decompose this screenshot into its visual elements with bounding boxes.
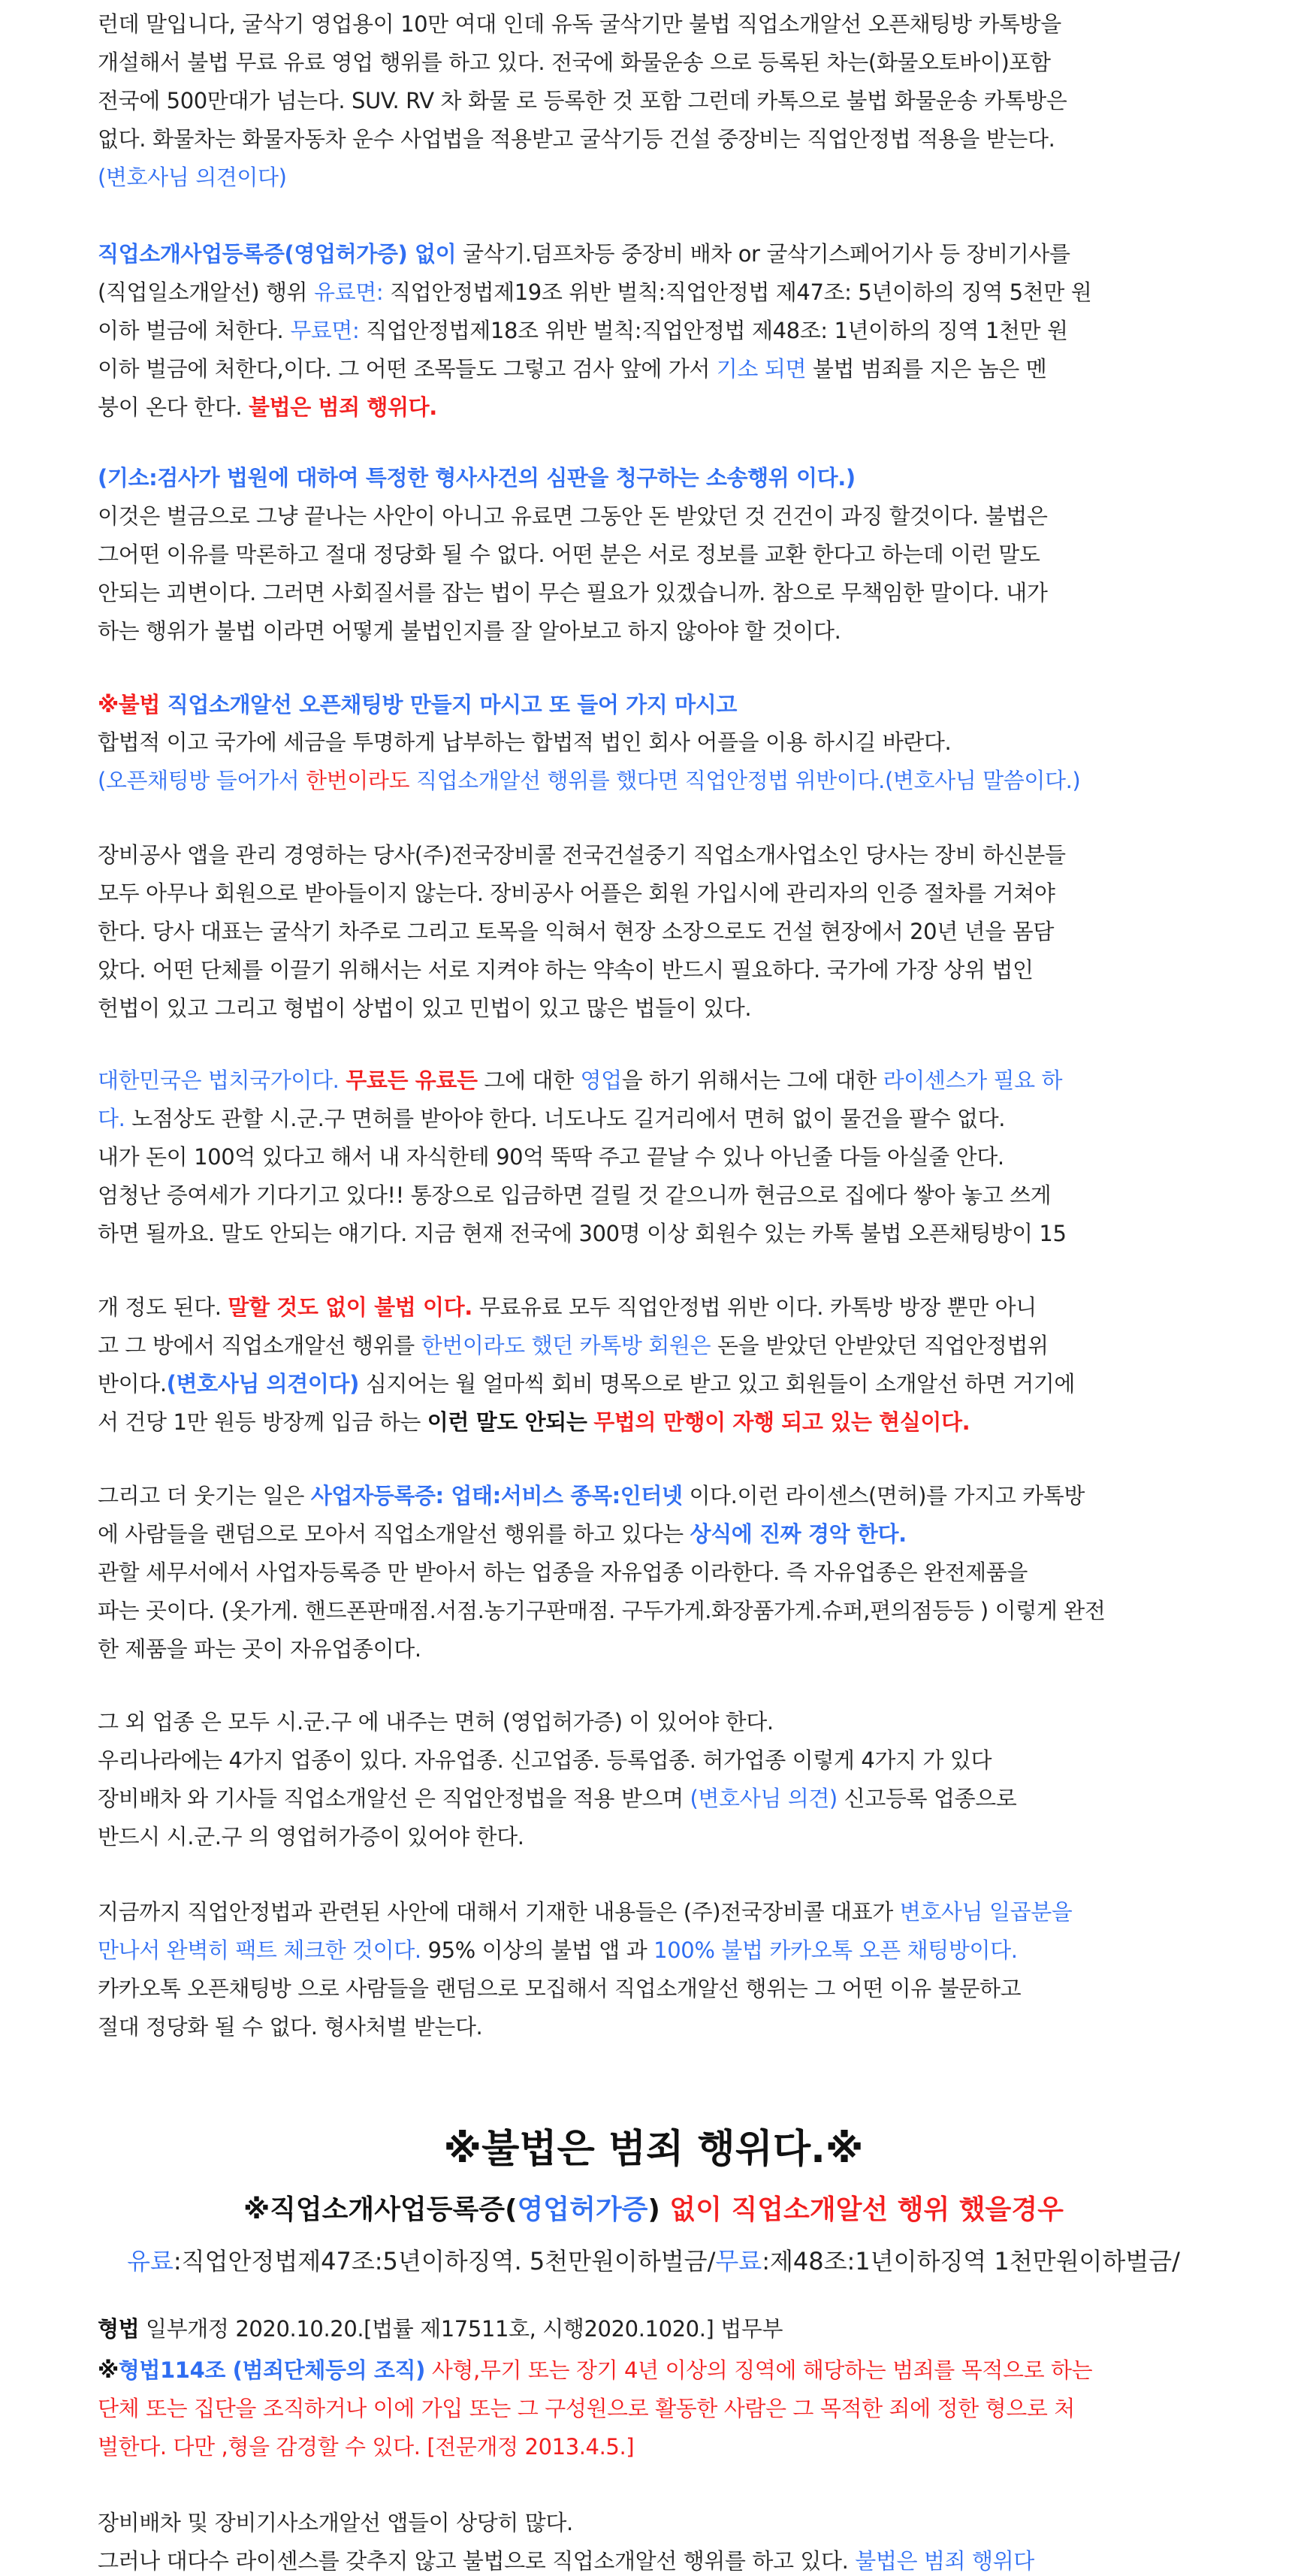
highlight-text: 영업허가증	[517, 2194, 648, 2225]
text-span: 그리고 더 웃기는 일은	[98, 1483, 311, 1508]
text-line	[98, 277, 1091, 307]
text-line: 반드시 시.군.구 의 영업허가증이 있어야 한다.	[98, 1824, 524, 1850]
highlight-text: 변호사님 일곱분을	[899, 1899, 1073, 1925]
text-line	[98, 392, 437, 422]
text-span: 돈을 받았던 안받았던 직업안정법위	[711, 1333, 1049, 1358]
text-line: 그 외 업종 은 모두 시.군.구 에 내주는 면허 (영업허가증) 이 있어야 한다.	[98, 1709, 774, 1735]
text-line: 하면 될까요. 말도 안되는 얘기다. 지금 현재 전국에 300명 이상 회원수 있는 카톡 불법 오픈채팅방이 15	[98, 1221, 1067, 1246]
text-line	[98, 1330, 1049, 1360]
text-span: 이하 벌금에 처한다,이다. 그 어떤 조목들도 그렇고 검사 앞에 가서	[98, 356, 717, 382]
text-span: 반이다.	[98, 1371, 167, 1397]
text-line	[98, 2355, 1092, 2385]
text-line	[98, 354, 1046, 384]
warning-text: 말할 것도 없이 불법 이다.	[228, 1294, 472, 1320]
highlight-text: 한번이라도 했던 카톡방 회원은	[421, 1333, 711, 1358]
text-span: 고 그 방에서 직업소개알선 행위를	[98, 1333, 421, 1358]
text-line: 한다. 당사 대표는 굴삭기 차주로 그리고 토목을 익혀서 현장 소장으로도 건설 현장에서 20년 년을 몸담	[98, 919, 1054, 944]
text-span: 노점상도 관할 시.군.구 면허를 받아야 한다. 너도나도 길거리에서 면허 없이 물건을 팔수 없다.	[125, 1106, 1006, 1131]
text-line: 장비공사 앱을 관리 경영하는 당사(주)전국장비콜 전국건설중기 직업소개사업소인 당사는 장비 하신분들	[98, 842, 1066, 868]
text-span: 일부개정 2020.10.20.[법률 제17511호, 시행2020.1020.] 법무부	[139, 2316, 783, 2342]
bold-text: ※	[98, 2357, 119, 2383]
text-span: 서 건당 1만 원등 방장께 입금 하는	[98, 1409, 427, 1435]
lawyer-note: (변호사님 의견)	[690, 1786, 838, 1811]
text-span: 이다.이런 라이센스(면허)를 가지고 카톡방	[682, 1483, 1085, 1508]
text-span: 신고등록 업종으로	[837, 1786, 1017, 1811]
text-span: 95% 이상의 불법 앱 과	[421, 1937, 654, 1963]
lawyer-note: (변호사님 의견이다)	[98, 165, 287, 190]
text-span: 에 사람들을 랜덤으로 모아서 직업소개알선 행위를 하고 있다는	[98, 1521, 690, 1547]
text-line: 헌법이 있고 그리고 형법이 상법이 있고 민법이 있고 많은 법들이 있다.	[98, 995, 752, 1021]
text-line	[98, 1519, 907, 1549]
text-line	[98, 1369, 1075, 1399]
text-span: 이하 벌금에 처한다.	[98, 318, 291, 343]
text-line	[98, 1897, 1072, 1927]
highlight-text: 직업소개알선 오픈채팅방 만들지 마시고 또 들어 가지 마시고	[167, 692, 737, 717]
warning-text: 불법은 범죄 행위다.	[248, 394, 437, 420]
banner-subtitle	[0, 2191, 1307, 2229]
text-span: :직업안정법제47조:5년이하징역. 5천만원이하벌금/	[173, 2247, 716, 2276]
highlight-text: 대한민국은 법치국가이다.	[98, 1068, 346, 1093]
text-line: 안되는 괴변이다. 그러면 사회질서를 잡는 법이 무슨 필요가 있겠습니까. 참으로 무책임한 말이다. 내가	[98, 580, 1048, 605]
text-line: 없다. 화물차는 화물자동차 운수 사업법을 적용받고 굴삭기등 건설 중장비는 직업안정법 적용을 받는다.	[98, 126, 1055, 152]
highlight-text: 무료	[715, 2247, 762, 2276]
text-span: 지금까지 직업안정법과 관련된 사안에 대해서 기재한 내용들은 (주)전국장비콜 대표가	[98, 1899, 900, 1925]
warning-text: 없이 직업소개알선 행위 했을경우	[669, 2194, 1064, 2225]
warning-text: 한번이라도	[306, 768, 410, 793]
text-line: 전국에 500만대가 넘는다. SUV. RV 차 화물 로 등록한 것 포함 그런데 카톡으로 불법 화물운송 카톡방은	[98, 88, 1067, 113]
text-line: 절대 정당화 될 수 없다. 형사처벌 받는다.	[98, 2014, 483, 2040]
highlight-text: 라이센스가 필요 하	[883, 1068, 1063, 1093]
highlight-text: 직업소개알선 행위를 했다면 직업안정법 위반이다.(변호사님 말씀이다.)	[409, 768, 1081, 793]
lawyer-note: (변호사님 의견이다)	[166, 1371, 359, 1397]
text-line: 개설해서 불법 무료 유료 영업 행위를 하고 있다. 전국에 화물운송 으로 등록된 차는(화물오토바이)포함	[98, 50, 1051, 75]
text-line: 벌한다. 다만 ,형을 감경할 수 있다. [전문개정 2013.4.5.]	[98, 2434, 635, 2460]
text-span: 직업안정법제18조 위반 벌칙:직업안정법 제48조: 1년이하의 징역 1천만 원	[359, 318, 1068, 343]
highlight-text: 영업	[580, 1068, 622, 1093]
banner-title: ※불법은 범죄 행위다.※	[443, 2127, 864, 2172]
text-span: 붕이 온다 한다.	[98, 394, 249, 420]
text-span: 불법 범죄를 지은 놈은 멘	[806, 356, 1047, 382]
text-line	[98, 239, 1070, 269]
text-line: 런데 말입니다, 굴삭기 영업용이 10만 여대 인데 유독 굴삭기만 불법 직업소개알선 오픈채팅방 카톡방을	[98, 11, 1061, 37]
text-line	[98, 1783, 1016, 1813]
text-line: 모두 아무나 회원으로 받아들이지 않는다. 장비공사 어플은 회원 가입시에 관리자의 인증 절차를 거쳐야	[98, 880, 1055, 906]
text-line	[98, 2546, 1034, 2576]
highlight-text: 기소 되면	[716, 356, 807, 382]
text-line	[98, 766, 1080, 796]
warning-heading	[98, 690, 737, 720]
text-span: 을 하기 위해서는 그에 대한	[621, 1068, 883, 1093]
banner-penalties	[0, 2245, 1307, 2278]
text-span: 굴삭기.덤프차등 중장비 배차 or 굴삭기스페어기사 등 장비기사를	[456, 241, 1070, 267]
text-span: 개 정도 된다.	[98, 1294, 228, 1320]
highlight-text: 불법은 범죄 행위다	[855, 2548, 1034, 2574]
warning-text: 사형,무기 또는 장기 4년 이상의 징역에 해당하는 범죄를 목적으로 하는	[425, 2357, 1093, 2383]
text-span: )	[647, 2194, 670, 2225]
highlight-text: 만나서 완벽히 팩트 체크한 것이다.	[98, 1937, 421, 1963]
warning-text: 무법의 만행이 자행 되고 있는 현실이다.	[593, 1409, 970, 1435]
text-line: 이것은 벌금으로 그냥 끝나는 사안이 아니고 유료면 그동안 돈 받았던 것 건건이 과징 할것이다. 불법은	[98, 503, 1048, 529]
text-line	[98, 1481, 1085, 1511]
text-line: 파는 곳이다. (옷가게. 핸드폰판매점.서점.농기구판매점. 구두가게.화장품가게.슈퍼,편의점등등 ) 이렇게 완전	[98, 1598, 1106, 1623]
highlight-text: 형법114조 (범죄단체등의 조직)	[118, 2357, 425, 2383]
text-line: 하는 행위가 불법 이라면 어떻게 불법인지를 잘 알아보고 하지 않아야 할 것이다.	[98, 618, 841, 644]
text-line	[98, 1407, 970, 1437]
text-span: 무료유료 모두 직업안정법 위반 이다. 카톡방 방장 뿐만 아니	[472, 1294, 1037, 1320]
text-span: (직업일소개알선) 행위	[98, 279, 314, 305]
text-span: :제48조:1년이하징역 1천만원이하벌금/	[762, 2247, 1180, 2276]
highlight-text: 다.	[98, 1106, 125, 1131]
warning-text: 무료든 유료든	[346, 1068, 478, 1093]
highlight-text: 직업소개사업등록증(영업허가증) 없이	[98, 241, 457, 267]
text-line: 우리나라에는 4가지 업종이 있다. 자유업종. 신고업종. 등록업종. 허가업종 이렇게 4가지 가 있다	[98, 1747, 992, 1773]
highlight-text: 100% 불법 카카오톡 오픈 채팅방이다.	[654, 1937, 1018, 1963]
text-line	[98, 1104, 1005, 1134]
text-line	[98, 1935, 1018, 1965]
text-span: 직업안정법제19조 위반 벌칙:직업안정법 제47조: 5년이하의 징역 5천만 원	[383, 279, 1092, 305]
text-line: 단체 또는 집단을 조직하거나 이에 가입 또는 그 구성원으로 활동한 사람은 그 목적한 죄에 정한 형으로 처	[98, 2396, 1075, 2421]
text-line: 내가 돈이 100억 있다고 해서 내 자식한테 90억 뚝딱 주고 끝날 수 있나 아닌줄 다들 아실줄 안다.	[98, 1144, 1004, 1170]
bold-text: 형법	[98, 2316, 140, 2342]
text-span: 그에 대한	[477, 1068, 581, 1093]
text-line: 그어떤 이유를 막론하고 절대 정당화 될 수 없다. 어떤 분은 서로 정보를 교환 한다고 하는데 이런 말도	[98, 542, 1040, 567]
text-span: 그러나 대다수 라이센스를 갖추지 않고 불법으로 직업소개알선 행위를 하고 있다.	[98, 2548, 856, 2574]
text-line	[98, 2314, 783, 2344]
text-line: 합법적 이고 국가에 세금을 투명하게 납부하는 합법적 법인 회사 어플을 이용 하시길 바란다.	[98, 729, 952, 755]
definition-heading: (기소:검사가 법원에 대하여 특정한 형사사건의 심판을 청구하는 소송행위 이다.)	[98, 465, 856, 491]
text-line: 장비배차 및 장비기사소개알선 앱들이 상당히 많다.	[98, 2510, 573, 2535]
text-span: ※직업소개사업등록증(	[243, 2194, 518, 2225]
highlight-text: (오픈채팅방 들어가서	[98, 768, 306, 793]
text-line: 카카오톡 오픈채팅방 으로 사람들을 랜덤으로 모집해서 직업소개알선 행위는 그 어떤 이유 불문하고	[98, 1976, 1022, 2001]
bold-text: 이런 말도 안되는	[427, 1409, 587, 1435]
text-span	[587, 1409, 593, 1435]
text-line: 았다. 어떤 단체를 이끌기 위해서는 서로 지켜야 하는 약속이 반드시 필요하다. 국가에 가장 상위 법인	[98, 957, 1034, 983]
text-line: 엄청난 증여세가 기다기고 있다!! 통장으로 입금하면 걸릴 것 같으니까 현금으로 집에다 쌓아 놓고 쓰게	[98, 1182, 1052, 1208]
text-line: 한 제품을 파는 곳이 자유업종이다.	[98, 1636, 421, 1662]
highlight-text: 무료면:	[290, 318, 360, 343]
text-line: 관할 세무서에서 사업자등록증 만 받아서 하는 업종을 자유업종 이라한다. 즉 자유업종은 완전제품을	[98, 1560, 1028, 1585]
highlight-text: 유료면:	[314, 279, 384, 305]
text-span: 심지어는 월 얼마씩 회비 명목으로 받고 있고 회원들이 소개알선 하면 거기에	[359, 1371, 1076, 1397]
highlight-text: 유료	[127, 2247, 174, 2276]
text-line	[98, 316, 1068, 346]
warning-text: ※불법	[98, 692, 168, 717]
highlight-text: 상식에 진짜 경악 한다.	[690, 1521, 907, 1547]
text-line	[98, 1065, 1062, 1095]
highlight-text: 사업자등록증: 업태:서비스 종목:인터넷	[310, 1483, 683, 1508]
text-span: 장비배차 와 기사들 직업소개알선 은 직업안정법을 적용 받으며	[98, 1786, 690, 1811]
text-line	[98, 1292, 1037, 1322]
